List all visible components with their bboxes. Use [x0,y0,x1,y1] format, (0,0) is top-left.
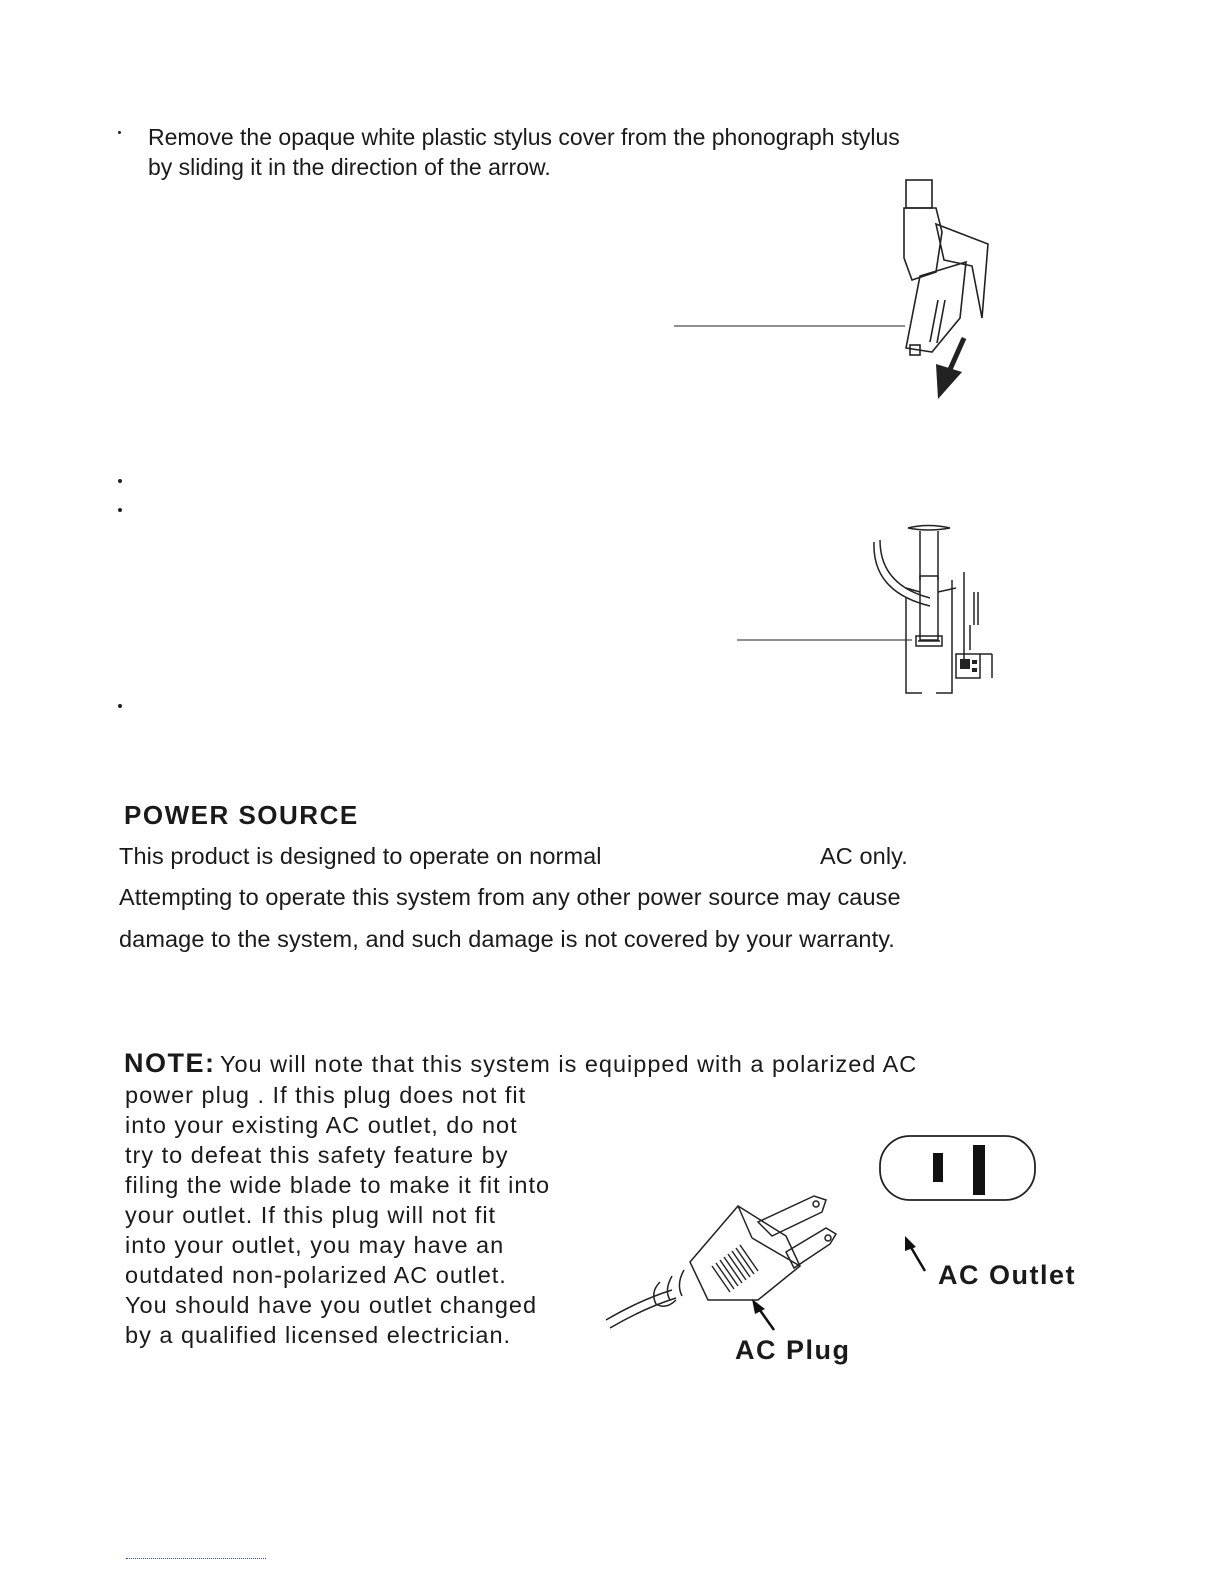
stylus-instruction-line1: Remove the opaque white plastic stylus cover from the phonograph stylus [148,124,900,150]
note-line: your outlet. If this plug will not fit [125,1202,497,1228]
note-label: NOTE: [124,1048,216,1078]
stylus-instruction-line2: by sliding it in the direction of the arrow. [148,154,551,180]
note-line: by a qualified licensed electrician. [125,1322,512,1348]
note-line: into your outlet, you may have an [125,1232,505,1258]
power-source-line3: damage to the system, and such damage is not covered by your warranty. [119,926,895,952]
bottom-rule [126,1558,266,1559]
ac-plug-label: AC Plug [735,1335,851,1365]
note-line: outdated non-polarized AC outlet. [125,1262,507,1288]
ac-outlet-label: AC Outlet [938,1260,1076,1290]
note-line: into your existing AC outlet, do not [125,1112,518,1138]
power-source-heading: POWER SOURCE [124,800,359,830]
note-line: You should have you outlet changed [125,1292,538,1318]
note-line-1: You will note that this system is equipped with a polarized AC [219,1051,918,1077]
power-source-line1a: This product is designed to operate on normal [119,843,602,869]
note-line: try to defeat this safety feature by [125,1142,509,1168]
note-line: filing the wide blade to make it fit into [125,1172,551,1198]
power-source-line2: Attempting to operate this system from any other power source may cause [119,884,901,910]
power-source-line1b: AC only. [820,843,908,869]
note-line: power plug . If this plug does not fit [125,1082,527,1108]
